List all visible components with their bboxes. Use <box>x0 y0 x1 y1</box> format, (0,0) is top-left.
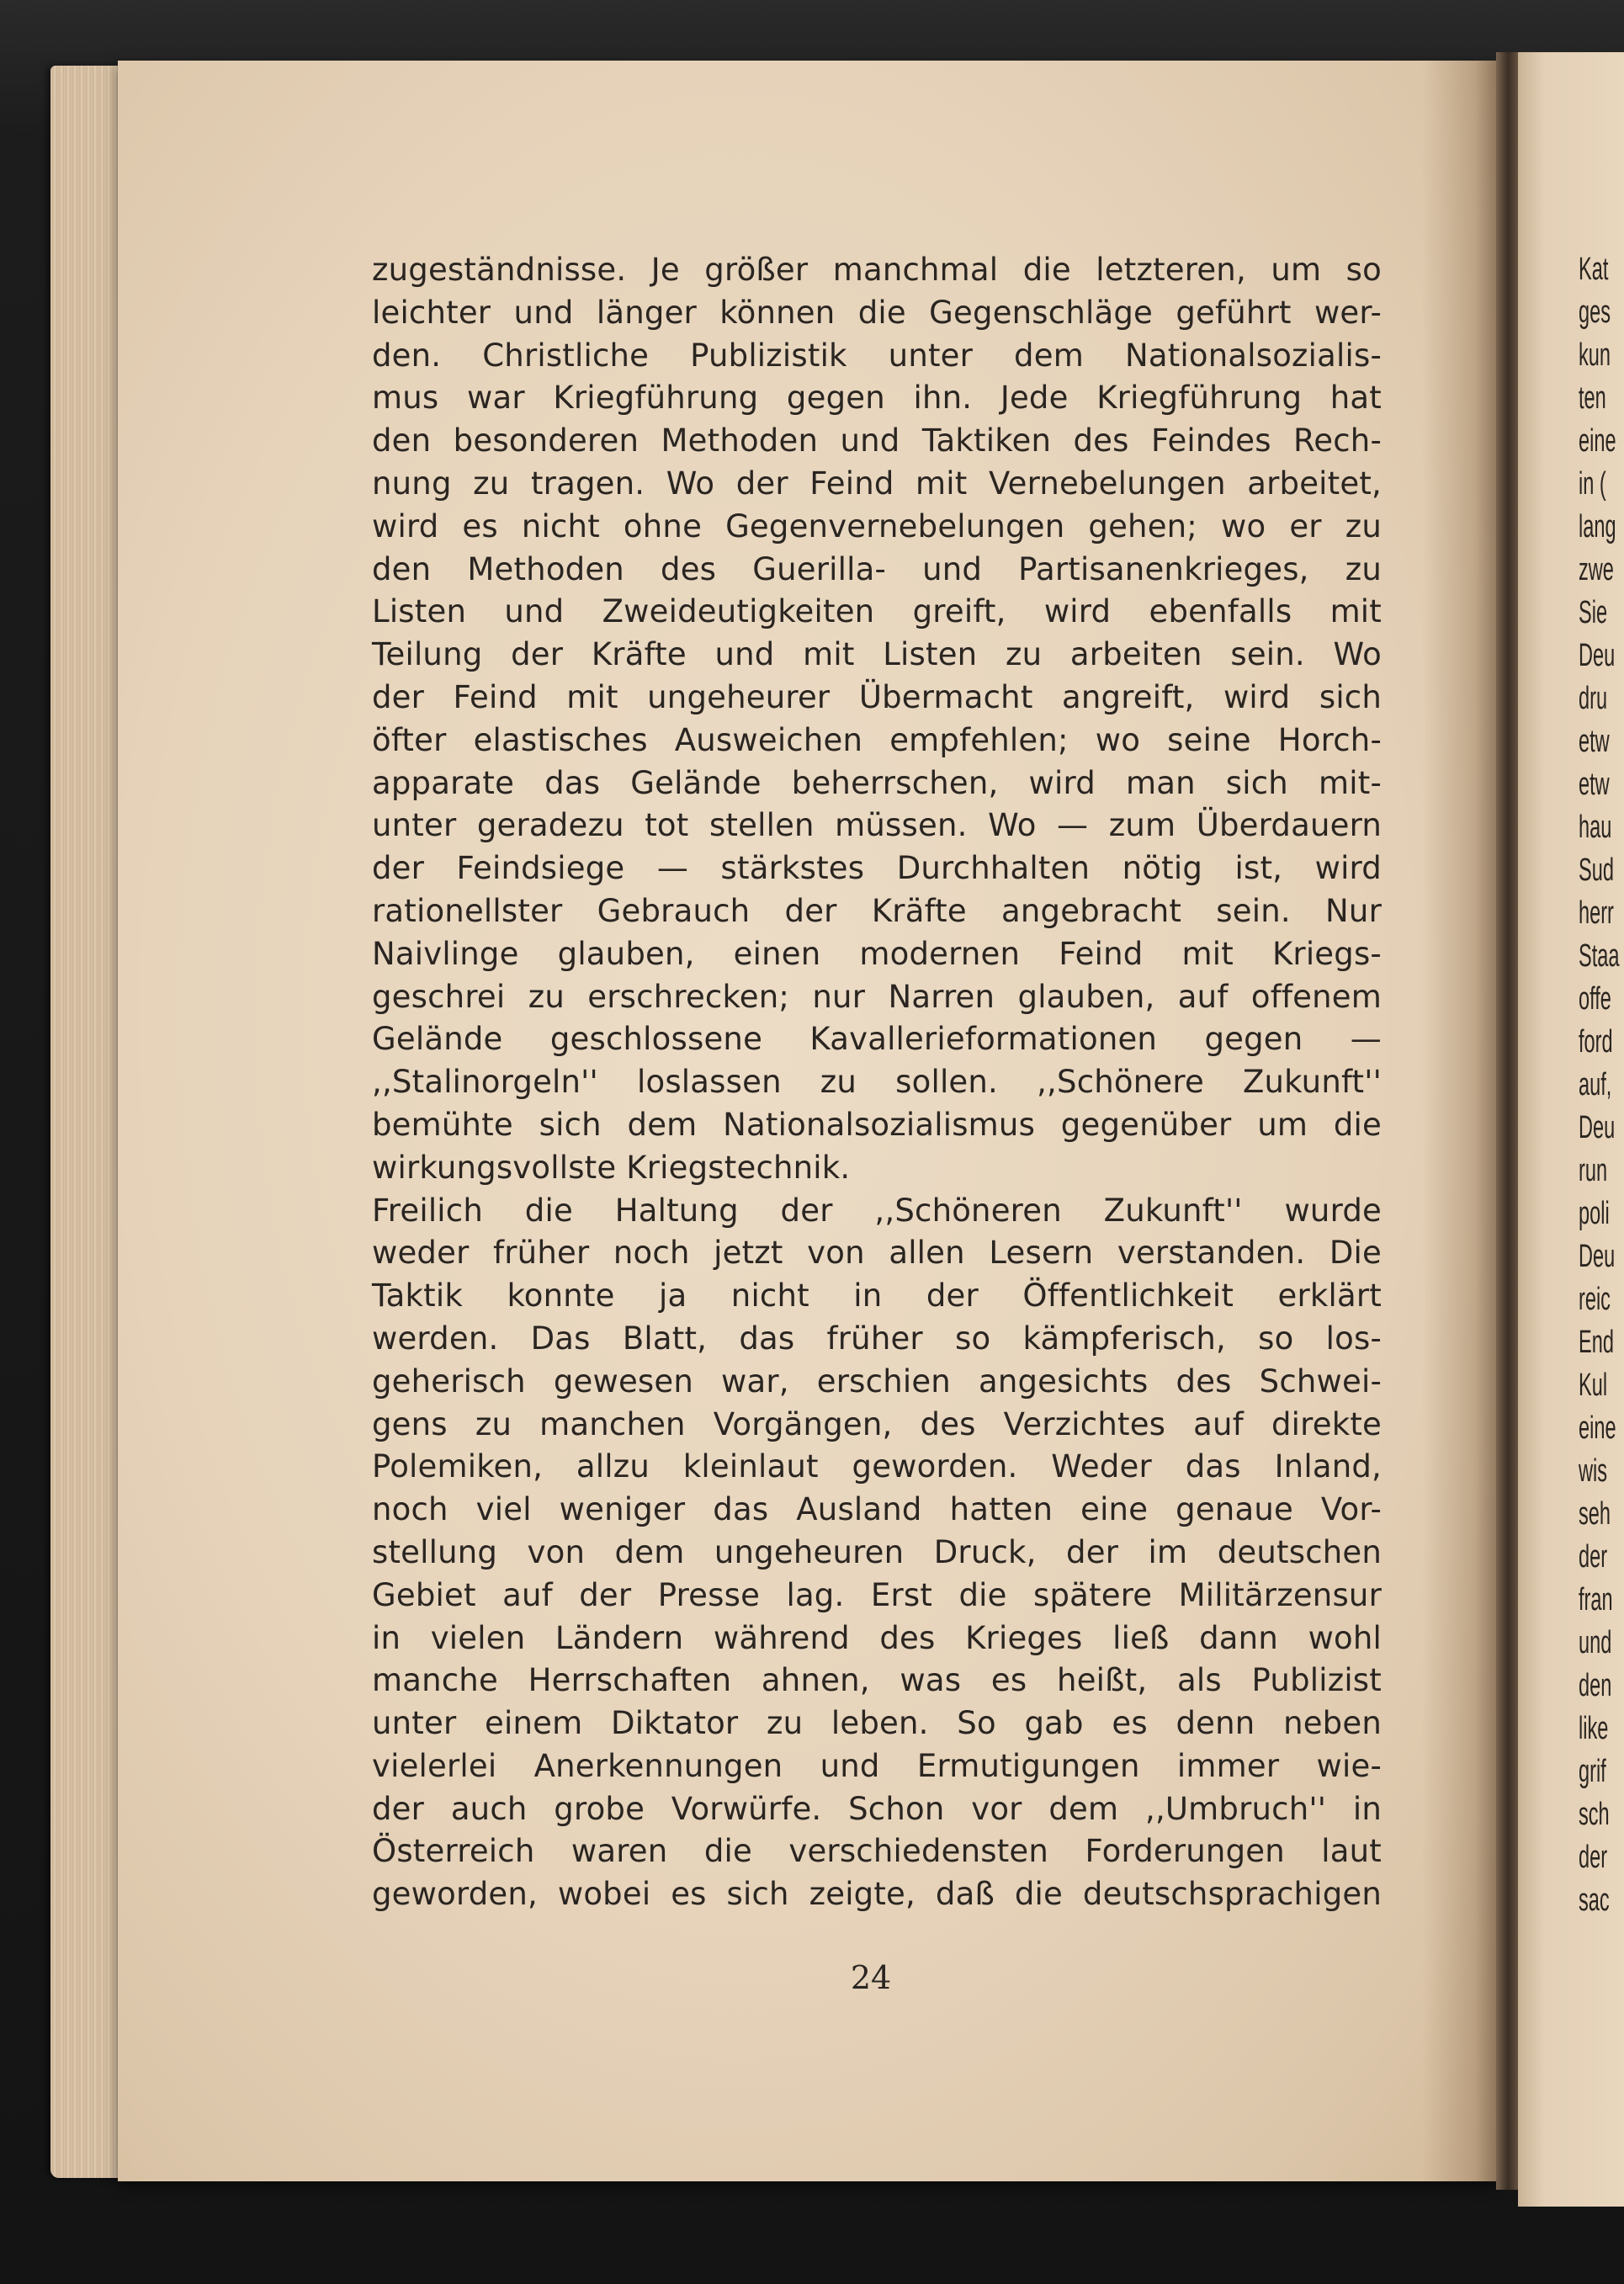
adjacent-page-fragment: herr <box>1579 895 1614 931</box>
adjacent-page-fragment: hau <box>1579 810 1612 845</box>
text-line: Österreich waren die verschiedensten Forderungen laut <box>372 1833 1382 1870</box>
text-line: den. Christliche Publizistik unter dem Nationalsozialis- <box>372 337 1382 374</box>
adjacent-page-fragment: reic <box>1579 1282 1611 1317</box>
adjacent-page-fragment: ges <box>1579 295 1611 330</box>
adjacent-page-fragment: grif <box>1579 1754 1606 1789</box>
text-line: wirkungsvollste Kriegstechnik. <box>372 1149 851 1186</box>
text-line: Gebiet auf der Presse lag. Erst die spätere Militärzensur <box>372 1576 1382 1613</box>
adjacent-page-fragment: poli <box>1579 1196 1610 1231</box>
adjacent-page-fragment: auf, <box>1579 1067 1612 1102</box>
adjacent-page-fragment: wis <box>1579 1453 1608 1489</box>
adjacent-page-fragment: in ( <box>1579 466 1606 502</box>
text-line: weder früher noch jetzt von allen Lesern verstanden. Die <box>372 1235 1382 1272</box>
adjacent-page-fragment: etw <box>1579 724 1610 759</box>
adjacent-page-fragment: den <box>1579 1668 1612 1703</box>
adjacent-page-fragment: Deu <box>1579 1239 1616 1274</box>
adjacent-page-fragment: fran <box>1579 1582 1613 1617</box>
text-line: in vielen Ländern während des Krieges ließ dann wohl <box>372 1619 1382 1656</box>
adjacent-page-fragment: ten <box>1579 380 1606 416</box>
text-line: der auch grobe Vorwürfe. Schon vor dem ,,Umbruch'' in <box>372 1790 1382 1827</box>
adjacent-page-fragment: ford <box>1579 1024 1613 1060</box>
text-line: ,,Stalinorgeln'' loslassen zu sollen. ,,Schönere Zukunft'' <box>372 1064 1382 1101</box>
text-line: Listen und Zweideutigkeiten greift, wird ebenfalls mit <box>372 593 1382 630</box>
adjacent-page-fragment: seh <box>1579 1496 1611 1532</box>
text-line: gens zu manchen Vorgängen, des Verzichtes auf direkte <box>372 1405 1382 1442</box>
adjacent-page-fragment: etw <box>1579 767 1610 802</box>
adjacent-page-fragment: eine <box>1579 423 1616 459</box>
adjacent-page-fragment: kun <box>1579 337 1611 373</box>
text-line: leichter und länger können die Gegenschläge geführt wer- <box>372 294 1382 331</box>
book-gutter <box>1496 52 1520 2190</box>
text-line: den Methoden des Guerilla- und Partisanenkrieges, zu <box>372 550 1382 587</box>
text-line: den besonderen Methoden und Taktiken des Feindes Rech- <box>372 422 1382 459</box>
text-line: noch viel weniger das Ausland hatten eine genaue Vor- <box>372 1491 1382 1528</box>
adjacent-page-fragment: eine <box>1579 1410 1616 1446</box>
page-text-block <box>372 249 1382 1916</box>
adjacent-page-fragment: sac <box>1579 1883 1610 1918</box>
adjacent-page-fragment: End <box>1579 1325 1614 1360</box>
text-line: der Feindsiege — stärkstes Durchhalten nötig ist, wird <box>372 850 1382 887</box>
adjacent-page-fragment: like <box>1579 1711 1609 1746</box>
text-line: Teilung der Kräfte und mit Listen zu arbeiten sein. Wo <box>372 636 1382 673</box>
adjacent-page-fragment: offe <box>1579 981 1611 1017</box>
text-line: bemühte sich dem Nationalsozialismus gegenüber um die <box>372 1106 1382 1143</box>
text-line: Gelände geschlossene Kavallerieformationen gegen — <box>372 1021 1382 1058</box>
adjacent-page-fragment: zwe <box>1579 552 1614 587</box>
text-line: stellung von dem ungeheuren Druck, der im deutschen <box>372 1533 1382 1570</box>
book-page-right-partial <box>1518 52 1624 2207</box>
adjacent-page-fragment: lang <box>1579 509 1616 544</box>
page-number: 24 <box>850 1959 892 1996</box>
adjacent-page-fragment: dru <box>1579 681 1608 716</box>
text-line: unter einem Diktator zu leben. So gab es denn neben <box>372 1705 1382 1742</box>
text-line: der Feind mit ungeheurer Übermacht angreift, wird sich <box>372 678 1382 715</box>
text-line: wird es nicht ohne Gegenvernebelungen gehen; wo er zu <box>372 507 1382 544</box>
text-line: geworden, wobei es sich zeigte, daß die deutschsprachigen <box>372 1876 1382 1913</box>
text-line: geherisch gewesen war, erschien angesichts des Schwei- <box>372 1362 1382 1400</box>
text-line: vielerlei Anerkennungen und Ermutigungen immer wie- <box>372 1747 1382 1784</box>
adjacent-page-fragment: Deu <box>1579 1110 1616 1145</box>
text-line: mus war Kriegführung gegen ihn. Jede Kriegführung hat <box>372 380 1382 417</box>
adjacent-page-fragment: Staa <box>1579 938 1620 974</box>
adjacent-page-fragment: der <box>1579 1840 1608 1875</box>
text-line: Polemiken, allzu kleinlaut geworden. Weder das Inland, <box>372 1448 1382 1485</box>
text-line: apparate das Gelände beherrschen, wird man sich mit- <box>372 764 1382 801</box>
text-line: Naivlinge glauben, einen modernen Feind mit Kriegs- <box>372 935 1382 972</box>
text-line: öfter elastisches Ausweichen empfehlen; wo seine Horch- <box>372 721 1382 758</box>
adjacent-page-fragment: sch <box>1579 1797 1610 1832</box>
text-line: zugeständnisse. Je größer manchmal die letzteren, um so <box>372 252 1382 288</box>
text-line: geschrei zu erschrecken; nur Narren glauben, auf offenem <box>372 978 1382 1015</box>
adjacent-page-fragment: Kul <box>1579 1368 1608 1403</box>
adjacent-page-fragment: run <box>1579 1153 1608 1188</box>
adjacent-page-fragment: Kat <box>1579 252 1609 287</box>
adjacent-page-fragment: Sud <box>1579 853 1614 888</box>
adjacent-page-fragment: und <box>1579 1625 1612 1660</box>
text-line: Taktik konnte ja nicht in der Öffentlichkeit erklärt <box>372 1277 1382 1315</box>
text-line: unter geradezu tot stellen müssen. Wo — zum Überdauern <box>372 807 1382 844</box>
adjacent-page-fragment: Sie <box>1579 595 1608 630</box>
adjacent-page-fragment: Deu <box>1579 638 1616 673</box>
text-line: Freilich die Haltung der ,,Schöneren Zukunft'' wurde <box>372 1192 1382 1229</box>
text-line: rationellster Gebrauch der Kräfte angebracht sein. Nur <box>372 892 1382 929</box>
book-page-edges <box>50 66 126 2178</box>
text-line: nung zu tragen. Wo der Feind mit Vernebelungen arbeitet, <box>372 465 1382 502</box>
text-line: werden. Das Blatt, das früher so kämpferisch, so los- <box>372 1320 1382 1357</box>
adjacent-page-fragment: der <box>1579 1539 1608 1575</box>
text-line: manche Herrschaften ahnen, was es heißt, als Publizist <box>372 1662 1382 1699</box>
